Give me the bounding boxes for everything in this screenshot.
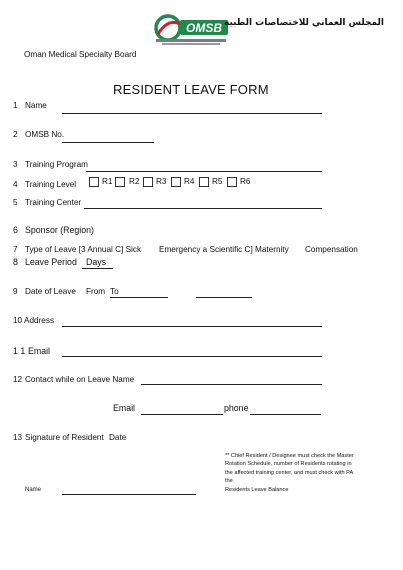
field-13-number: 13 <box>13 433 23 442</box>
note-line-1: ** Chief Resident / Designee must check the Master <box>225 453 354 459</box>
name-field[interactable] <box>62 113 322 114</box>
address-field[interactable] <box>62 326 322 327</box>
r3-label: R3 <box>156 177 167 186</box>
days-label: Days <box>86 257 107 267</box>
date-of-leave-label: Date of Leave <box>25 287 76 296</box>
field-3-number: 3 <box>13 160 18 169</box>
r2-checkbox[interactable] <box>115 177 125 187</box>
note-line-3: the affected training center, and must check with PA <box>225 469 354 476</box>
from-label: From <box>86 287 106 296</box>
signature-label: Signature of Resident <box>25 433 104 442</box>
name-label: Name <box>25 101 47 110</box>
r5-checkbox[interactable] <box>199 177 209 187</box>
field-10-number: 10 <box>13 316 23 325</box>
r5-label: R5 <box>212 177 223 186</box>
leave-to-date-field[interactable] <box>110 297 168 298</box>
field-5-number: 5 <box>13 198 18 207</box>
r2-label: R2 <box>129 177 140 186</box>
leave-days-field[interactable] <box>82 268 113 269</box>
field-6-number: 6 <box>13 225 18 235</box>
training-center-label: Training Center <box>25 198 82 207</box>
training-program-field[interactable] <box>86 171 322 172</box>
type-of-leave-label: Type of Leave [3 Annual C] Sick <box>25 245 142 254</box>
r4-checkbox[interactable] <box>171 177 181 187</box>
chief-resident-note <box>225 452 375 494</box>
omsb-logo <box>150 12 232 48</box>
svg-text:OMSB: OMSB <box>186 21 222 35</box>
email-field[interactable] <box>62 356 322 357</box>
field-9-number: 9 <box>13 287 18 296</box>
address-label: Address <box>24 316 55 325</box>
r1-label: R1 <box>102 177 113 186</box>
contact-phone-field[interactable] <box>250 414 321 415</box>
field-12-number: 12 <box>13 375 23 384</box>
leave-balance-label: Residents Leave Balance <box>225 487 289 494</box>
omsb-no-field[interactable] <box>62 142 154 143</box>
note-line-2: Rotation Schedule, number of Residents rotating in <box>225 461 352 468</box>
omsb-no-label: OMSB No. <box>25 130 65 139</box>
to-label: To <box>110 287 119 296</box>
leave-end-date-field[interactable] <box>196 297 252 298</box>
note-line-4: the <box>225 477 233 484</box>
training-level-label: Training Level <box>25 180 77 189</box>
training-center-field[interactable] <box>84 208 322 209</box>
footer-name-field[interactable] <box>62 494 196 495</box>
footer-name-label: Name <box>25 487 42 493</box>
contact-label: Contact while on Leave Name <box>25 375 135 384</box>
r1-checkbox[interactable] <box>89 177 99 187</box>
field-1-number: 1 <box>13 101 18 110</box>
r4-label: R4 <box>184 177 195 186</box>
date-label: Date <box>109 433 127 442</box>
training-program-label: Training Program <box>25 160 88 169</box>
contact-email-label: Email <box>113 403 135 413</box>
leave-period-label: Leave Period <box>25 257 77 267</box>
arabic-title: المجلس العماني للاختصاصات الطبية <box>224 18 385 28</box>
org-name: Oman Medical Specialty Board <box>24 50 137 59</box>
field-11-number: 1 1 <box>13 346 26 356</box>
contact-phone-label: phone <box>224 403 249 413</box>
form-title: RESIDENT LEAVE FORM <box>113 82 269 97</box>
compensation-label: Compensation <box>305 245 358 254</box>
r6-checkbox[interactable] <box>227 177 237 187</box>
contact-email-field[interactable] <box>141 414 223 415</box>
emergency-scientific-maternity-label: Emergency a Scientific C] Maternity <box>159 245 289 254</box>
r6-label: R6 <box>240 177 251 186</box>
sponsor-label: Sponsor (Region) <box>25 225 94 235</box>
field-2-number: 2 <box>13 130 18 139</box>
contact-name-field[interactable] <box>141 384 322 385</box>
email-label: Email <box>28 346 50 356</box>
field-8-number: 8 <box>13 257 18 267</box>
field-7-number: 7 <box>13 245 18 254</box>
r3-checkbox[interactable] <box>143 177 153 187</box>
field-4-number: 4 <box>13 180 18 189</box>
